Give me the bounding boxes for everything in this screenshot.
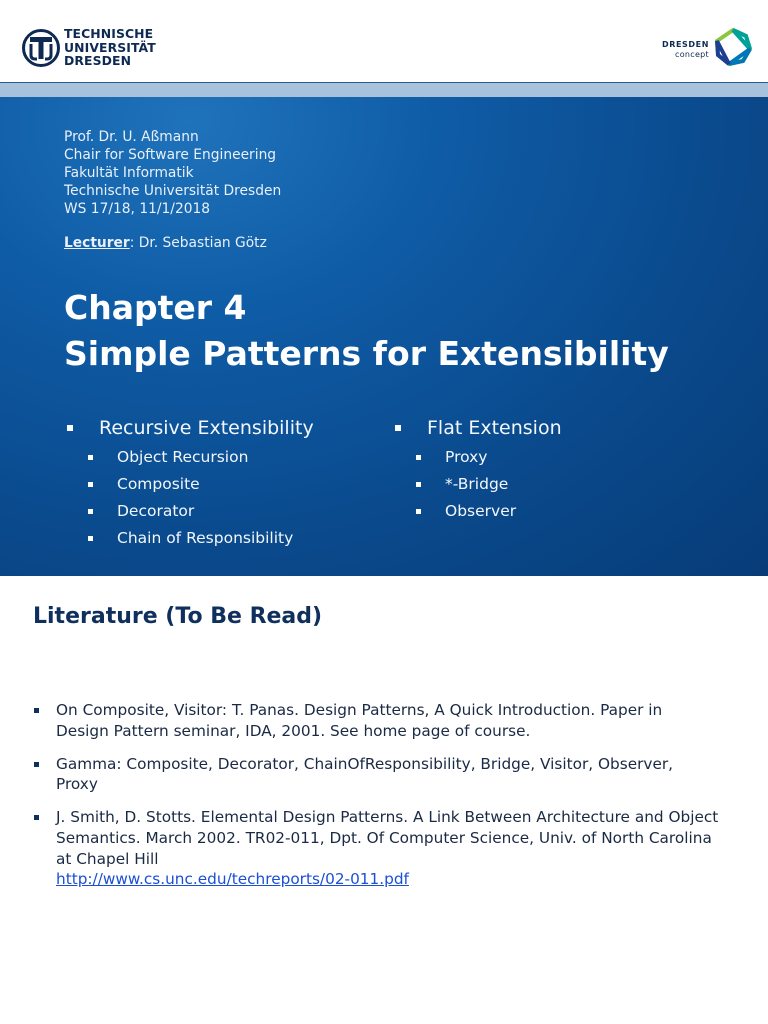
reference-text: Proxy xyxy=(56,775,98,794)
title-slide xyxy=(0,97,768,576)
reference-text: Semantics. March 2002. TR02-011, Dpt. Of Computer Science, Univ. of North Carolina xyxy=(56,828,712,847)
reference-item xyxy=(33,807,743,889)
reference-item xyxy=(33,754,743,795)
university-name-line-2: UNIVERSITÄT xyxy=(64,39,156,55)
topic-column-recursive xyxy=(64,415,314,552)
dresden-concept-ring-icon xyxy=(713,27,753,67)
reference-list xyxy=(33,700,743,902)
university-line: Technische Universität Dresden xyxy=(64,183,282,199)
chapter-name: Simple Patterns for Extensibility xyxy=(64,334,669,373)
chapter-number: Chapter 4 xyxy=(64,288,247,327)
reference-text: at Chapel Hill xyxy=(56,849,159,868)
university-name-line-1: TECHNISCHE xyxy=(64,26,154,41)
reference-item xyxy=(33,700,743,741)
tu-dresden-logo-icon xyxy=(21,28,61,68)
techreport-pdf-link[interactable]: http://www.cs.unc.edu/techreports/02-011.pdf xyxy=(56,870,409,889)
header-divider-strip xyxy=(0,82,768,97)
lecturer-label: Lecturer xyxy=(64,235,130,251)
faculty-line: Fakultät Informatik xyxy=(64,165,194,181)
dresden-concept-wordmark xyxy=(655,40,709,60)
literature-title: Literature (To Be Read) xyxy=(33,604,323,629)
chair-line: Chair for Software Engineering xyxy=(64,147,277,163)
topic-item: Proxy xyxy=(392,444,562,471)
topic-list xyxy=(392,444,562,525)
topic-item: *-Bridge xyxy=(392,471,562,498)
topic-item: Composite xyxy=(64,471,314,498)
reference-text: On Composite, Visitor: T. Panas. Design Patterns, A Quick Introduction. Paper in xyxy=(56,701,663,719)
topic-heading: Recursive Extensibility xyxy=(64,415,314,441)
topic-item: Object Recursion xyxy=(64,444,314,471)
brand-line-1: DRESDEN xyxy=(661,40,709,49)
semester-date-line: WS 17/18, 11/1/2018 xyxy=(64,201,211,217)
lecturer-line xyxy=(64,235,267,251)
reference-text: Design Pattern seminar, IDA, 2001. See home page of course. xyxy=(56,721,531,740)
brand-line-2: concept xyxy=(675,50,709,59)
lecturer-name: : Dr. Sebastian Götz xyxy=(129,235,267,251)
topic-item: Observer xyxy=(392,498,562,525)
author-info xyxy=(64,128,281,218)
topic-item: Chain of Responsibility xyxy=(64,525,314,552)
chapter-title xyxy=(64,285,669,377)
author-line: Prof. Dr. U. Aßmann xyxy=(64,129,199,145)
page-header xyxy=(0,0,768,82)
topic-item: Decorator xyxy=(64,498,314,525)
topic-heading: Flat Extension xyxy=(392,415,562,441)
university-name-line-3: DRESDEN xyxy=(64,53,132,68)
topic-column-flat xyxy=(392,415,562,525)
reference-text: J. Smith, D. Stotts. Elemental Design Patterns. A Link Between Architecture and Object xyxy=(56,808,719,827)
reference-link-line xyxy=(56,869,743,890)
topic-list xyxy=(64,444,314,552)
university-name xyxy=(64,27,156,68)
reference-text: Gamma: Composite, Decorator, ChainOfResponsibility, Bridge, Visitor, Observer, xyxy=(56,754,674,773)
